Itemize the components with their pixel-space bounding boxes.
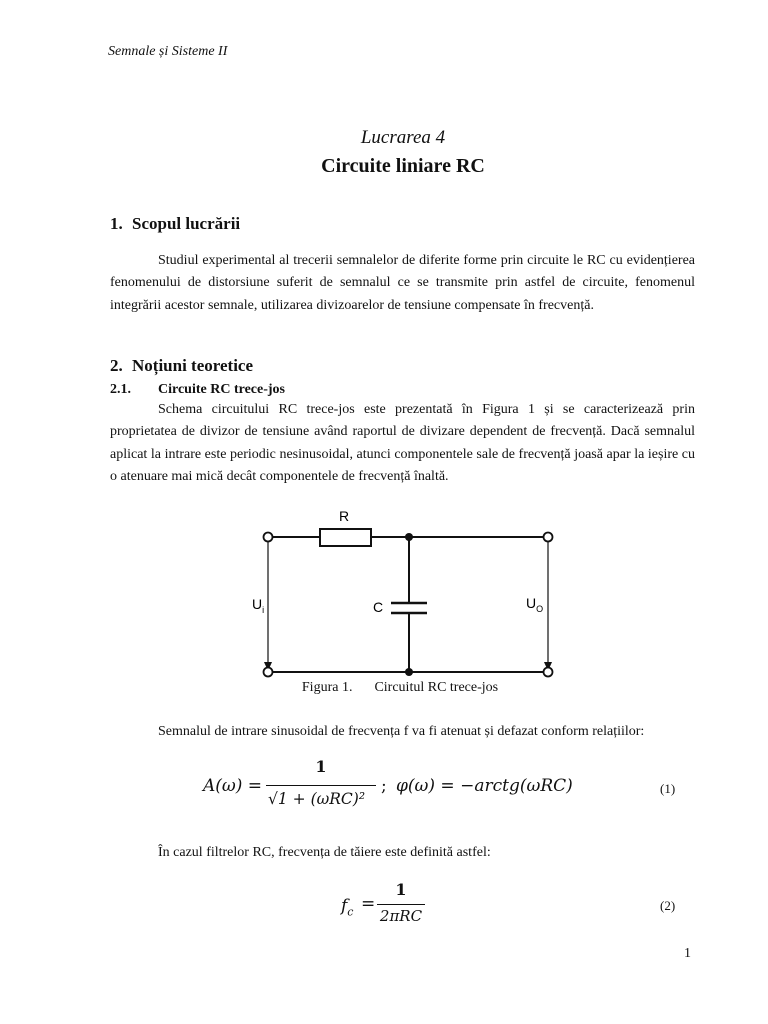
section-2-number: 2. bbox=[110, 356, 123, 375]
output-terminal-bottom bbox=[544, 668, 553, 677]
eq1-separator: ; bbox=[381, 776, 387, 796]
section-2-title: Noțiuni teoretice bbox=[132, 356, 254, 375]
input-terminal-top bbox=[264, 533, 273, 542]
eq2-equals: = bbox=[361, 894, 376, 914]
eq2-fraction-bar bbox=[377, 904, 425, 905]
eq1-fraction-bar bbox=[266, 785, 376, 786]
figure-1-caption bbox=[0, 680, 768, 696]
eq1-denominator: √1 + (ωRC)² bbox=[268, 790, 366, 808]
section-1-number: 1. bbox=[110, 214, 123, 233]
page-number: 1 bbox=[684, 946, 691, 961]
subsection-2-1-number: 2.1. bbox=[110, 382, 131, 397]
eq2-lhs: $f_c$ bbox=[341, 896, 354, 919]
lab-number: Lucrarea 4 bbox=[360, 127, 446, 148]
figure-1-caption-text: Circuitul RC trece-jos bbox=[374, 680, 499, 695]
input-terminal-bottom bbox=[264, 668, 273, 677]
eq1-number: (1) bbox=[660, 781, 676, 796]
capacitor-label: C bbox=[373, 599, 384, 615]
resistor-symbol bbox=[320, 529, 371, 546]
text-after-figure: Semnalul de intrare sinusoidal de frecvența f va fi atenuat și defazat conform relațiilor: bbox=[158, 724, 645, 739]
output-voltage-label: $U_O$ bbox=[526, 595, 544, 614]
section-1-text: Studiul experimental al trecerii semnalelor de diferite forme prin circuite le RC cu evidențierea fenomenului de distorsiune suferit de semnalul ce se transmite prin astfel de circuite, fenomenul integrării acestor semnale, utilizarea divizoarelor de tensiune compensate în frecvență. bbox=[110, 253, 695, 313]
eq2-denominator: 2πRC bbox=[379, 907, 423, 925]
subsection-2-1-title: Circuite RC trece-jos bbox=[158, 382, 285, 397]
eq1-lhs: A(ω) = bbox=[203, 776, 263, 796]
input-voltage-label: $U_i$ bbox=[252, 596, 265, 615]
junction-bottom bbox=[405, 668, 413, 676]
subsection-2-1-text: Schema circuitului RC trece-jos este prezentată în Figura 1 și se caracterizează prin proprietatea de divizor de tensiune având raportul de divizare dependent de frecvență. Dacă semnalul aplicat la intrare este periodic nesinusoidal, atunci componentele sale de frecvență joasă apar la ieșire cu o atenuare mai mică decât componentele de frecvență înaltă. bbox=[110, 402, 695, 484]
eq2-numerator: 1 bbox=[395, 880, 407, 899]
junction-top bbox=[405, 533, 413, 541]
text-before-eq2: În cazul filtrelor RC, frecvența de tăiere este definită astfel: bbox=[158, 845, 491, 860]
section-1-title: Scopul lucrării bbox=[132, 214, 241, 233]
lab-title: Circuite liniare RC bbox=[321, 155, 485, 177]
resistor-label: R bbox=[339, 508, 350, 524]
running-header: Semnale și Sisteme II bbox=[108, 44, 228, 59]
eq1-phase: φ(ω) = −arctg(ωRC) bbox=[396, 776, 573, 796]
eq1-numerator: 1 bbox=[315, 757, 327, 776]
figure-1-caption-label: Figura 1. bbox=[301, 680, 353, 695]
eq2-number: (2) bbox=[660, 898, 676, 913]
output-terminal-top bbox=[544, 533, 553, 542]
